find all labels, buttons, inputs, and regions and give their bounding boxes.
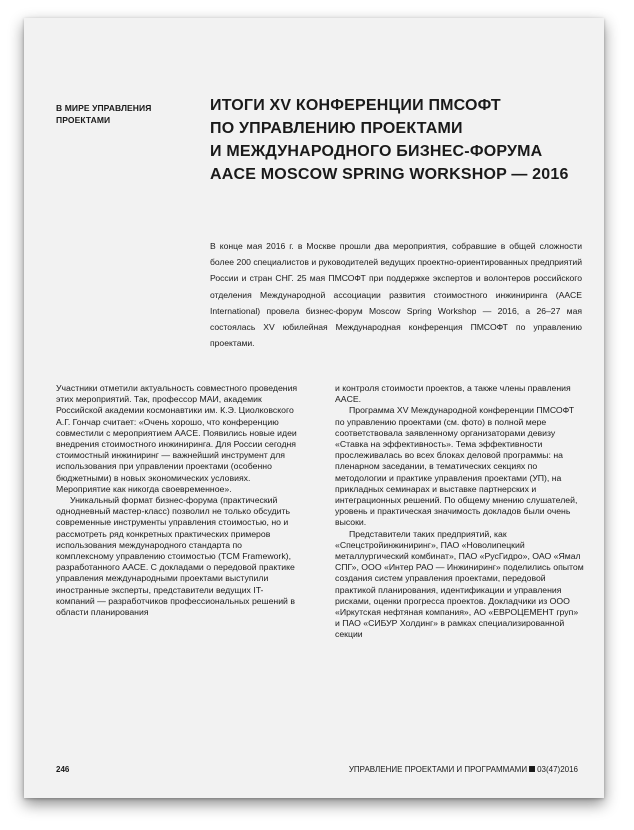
body-column-right [335,383,585,641]
title-line: AACE MOSCOW SPRING WORKSHOP — 2016 [210,166,569,183]
paragraph: Программа XV Международной конференции ПМСОФТ по управлению проектами (см. фото) в полной мере соответствовала заявленному организаторами девизу «Ставка на эффективность». Тема эффективности прослеживалась во всех блоках деловой программы: на пленарном заседании, в тематических секциях по методологии и практике управления проектами (УП), на прикладных семинарах и выставке партнерских и интеграционных решений. По общему мнению слушателей, уровень и практическая значимость докладов были очень высоки. [335,405,578,528]
title-line: ИТОГИ XV КОНФЕРЕНЦИИ ПМСОФТ [210,97,501,114]
footer-journal [349,765,578,775]
paragraph: Представители таких предприятий, как «Спецстройинжиниринг», ПАО «Новолипецкий металлургический комбинат», ПАО «РусГидро», ОАО «Ямал СПГ», ООО «Интер РАО — Инжиниринг» поделились опытом создания систем управления проектами, передовой практикой планирования, идентификации и управления рисками, оценки прогресса проектов. Докладчики из ООО «Иркутская нефтяная компания», АО «ЕВРОЦЕМЕНТ груп» и ПАО «СИБУР Холдинг» в рамках специализированной секции [335,528,584,640]
section-label [56,102,166,126]
paragraph: Уникальный формат бизнес-форума (практический однодневный мастер-класс) позволил не только обсудить современные инструменты управления стоимостью, но и рассмотреть ряд конкретных практических примеров использования международного стандарта по комплексному управлению стоимостью (TCM Framework), разработанного AACE. С докладами о передовой практике управления международными проектами выступили иностранные эксперты, представители ведущих IT-компаний — разработчиков профессиональных решений в области планирования [56,495,295,618]
magazine-page [24,18,604,798]
paragraph: Участники отметили актуальность совместного проведения этих мероприятий. Так, профессор МАИ, академик Российской академии космонавтики им. К.Э. Циолковского А.Г. Гончар считает: «Очень хорошо, что конференцию совместили с мероприятием AACE. Появились новые идеи внедрения стоимостного инжиниринга. Для России сегодня стоимостный инжиниринг — важнейший инструмент для использования при управлении проектами (особенно бюджетными) в новых экономических условиях. Мероприятие как никогда своевременное». [56,383,298,494]
section-label-line: В МИРЕ УПРАВЛЕНИЯ [56,103,152,113]
title-line: ПО УПРАВЛЕНИЮ ПРОЕКТАМИ [210,120,463,137]
paragraph: и контроля стоимости проектов, а также члены правления AACE. [335,383,571,405]
issue-number: 03(47)2016 [537,765,578,774]
article-lead: В конце мая 2016 г. в Москве прошли два мероприятия, собравшие в общей сложности более 200 специалистов и руководителей ведущих проектно-ориентированных предприятий России и стран СНГ. 25 мая ПМСОФТ при поддержке экспертов и волонтеров российского отделения Международной ассоциации развития стоимостного инжиниринга (AACE International) провела бизнес-форум Moscow Spring Workshop — 2016, а 26–27 мая состоялась XV юбилейная Международная конференция ПМСОФТ по управлению проектами. [210,241,582,349]
title-line: И МЕЖДУНАРОДНОГО БИЗНЕС-ФОРУМА [210,143,543,160]
body-column-left [56,383,300,618]
section-label-line: ПРОЕКТАМИ [56,115,111,125]
page-number: 246 [56,765,70,774]
article-title [210,94,590,186]
journal-name: УПРАВЛЕНИЕ ПРОЕКТАМИ И ПРОГРАММАМИ [348,765,528,774]
square-separator-icon [529,766,535,772]
